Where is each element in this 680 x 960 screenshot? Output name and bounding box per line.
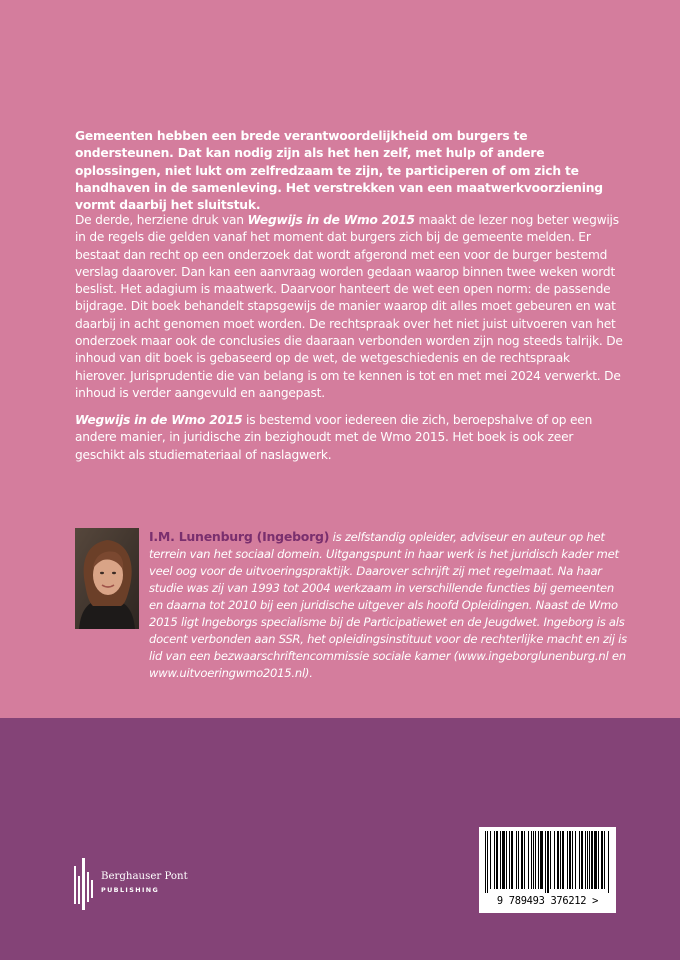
barcode-bars	[483, 831, 612, 893]
barcode-bar	[518, 831, 519, 889]
barcode-bar	[562, 831, 564, 889]
book-title-2: Wegwijs in de Wmo 2015	[75, 413, 243, 427]
barcode-bar	[500, 831, 501, 889]
barcode-bar	[545, 831, 546, 893]
author-bio-text: is zelfstandig opleider, adviseur en auteur op het terrein van het sociaal domein. Uitgangspunt in haar werk is het juridisch kader met veel oog voor de uitvoeringspraktijk. Daarover schrijft zij met regelmaat. Na haar studie was zij van 1993 tot 2004 werkzaam in verschillende functies bij gemeenten en daarna tot 2010 bij een juridische uitgever als hoofd Opleidingen. Naast de Wmo 2015 ligt Ingeborgs specialisme bij de Participatiewet en de Jeugdwet. Ingeborg is als docent verbonden aan SSR, het opleidingsinstituut voor de rechterlijke macht en zij is lid van een bezwaarschriftencommissie sociale kamer (www.ingeborglunenburg.nl en www.uitvoeringwmo2015.nl).	[149, 530, 627, 680]
barcode-bar	[516, 831, 517, 889]
isbn-barcode	[479, 827, 616, 913]
barcode-bar	[528, 831, 529, 889]
barcode-bar	[569, 831, 571, 889]
description-prefix: De derde, herziene druk van	[75, 213, 248, 227]
barcode-bar	[557, 831, 559, 889]
barcode-bar	[604, 831, 605, 889]
publisher-name: Berghauser Pont	[101, 871, 188, 882]
barcode-bar	[601, 831, 603, 889]
barcode-bar	[579, 831, 580, 889]
barcode-bar	[538, 831, 539, 889]
barcode-bar	[585, 831, 586, 889]
barcode-bar	[560, 831, 561, 889]
barcode-bar	[496, 831, 498, 889]
barcode-bar	[502, 831, 505, 889]
barcode-bar	[572, 831, 573, 889]
publisher-sub: PUBLISHING	[101, 886, 160, 894]
barcode-bar	[540, 831, 543, 889]
barcode-bar	[490, 831, 491, 889]
barcode-bar	[506, 831, 507, 889]
barcode-bar	[598, 831, 599, 889]
author-name: I.M. Lunenburg (Ingeborg)	[149, 529, 330, 544]
publisher-logo	[74, 858, 204, 910]
book-title: Wegwijs in de Wmo 2015	[247, 213, 415, 227]
barcode-bar	[575, 831, 576, 889]
barcode-bar	[521, 831, 523, 889]
barcode-bar	[531, 831, 532, 889]
intro-paragraph: Gemeenten hebben een brede verantwoordelijkheid om burgers te ondersteunen. Dat kan nodig zijn als het hen zelf, met hulp of andere oplossingen, niet lukt om zelfredzaam te zijn, te participeren of om zich te handhaven in de samenleving. Het verstrekken van een maatwerkvoorziening vormt daarbij het sluitstuk.	[75, 129, 603, 213]
audience-paragraph	[75, 412, 623, 464]
author-photo	[75, 528, 139, 629]
barcode-bar	[494, 831, 495, 889]
barcode-bar	[567, 831, 568, 889]
audience-text: is bestemd voor iedereen die zich, beroepshalve of op een andere manier, in juridische zin bezighoudt met de Wmo 2015. Het boek is ook zeer geschikt als studiemateriaal of naslagwerk.	[75, 413, 593, 462]
barcode-bar	[524, 831, 525, 889]
barcode-bar	[591, 831, 593, 889]
barcode-bar	[485, 831, 486, 893]
barcode-bar	[547, 831, 549, 893]
barcode-bar	[554, 831, 555, 889]
barcode-bar	[589, 831, 590, 889]
barcode-bar	[587, 831, 588, 889]
description-text: maakt de lezer nog beter wegwijs in de regels die gelden vanaf het moment dat burgers zich bij de gemeente melden. Er bestaat dan recht op een onderzoek dat wordt afgerond met een voor de burger bestemd verslag daarover. Dan kan een aanvraag worden gedaan waarop binnen twee weken wordt beslist. Het adagium is maatwerk. Daarvoor hanteert de wet een open norm: de passende bijdrage. Dit boek behandelt stapsgewijs de manier waarop dit alles moet gebeuren en wat daarbij in acht genomen moet worden. De rechtspraak over het niet juist uitvoeren van het onderzoek maar ook de conclusies die daaraan verbonden worden zijn nog steeds talrijk. De inhoud van dit boek is gebaseerd op de wet, de wetgeschiedenis en de rechtspraak hierover. Jurisprudentie die van belang is om te kennen is tot en met mei 2024 verwerkt. De inhoud is verder aangevuld en aangepast.	[75, 213, 623, 400]
publisher-logo-icon	[74, 858, 100, 910]
barcode-bar	[608, 831, 609, 893]
author-bio	[149, 528, 627, 682]
barcode-bar	[581, 831, 583, 889]
barcode-bar	[509, 831, 510, 889]
barcode-bar	[535, 831, 536, 889]
barcode-bar	[550, 831, 551, 889]
barcode-bar	[511, 831, 513, 889]
barcode-bar	[487, 831, 488, 893]
barcode-bar	[533, 831, 534, 889]
isbn-digits: 9 789493 376212 >	[496, 895, 599, 907]
description-paragraph	[75, 212, 623, 402]
barcode-bar	[594, 831, 597, 889]
